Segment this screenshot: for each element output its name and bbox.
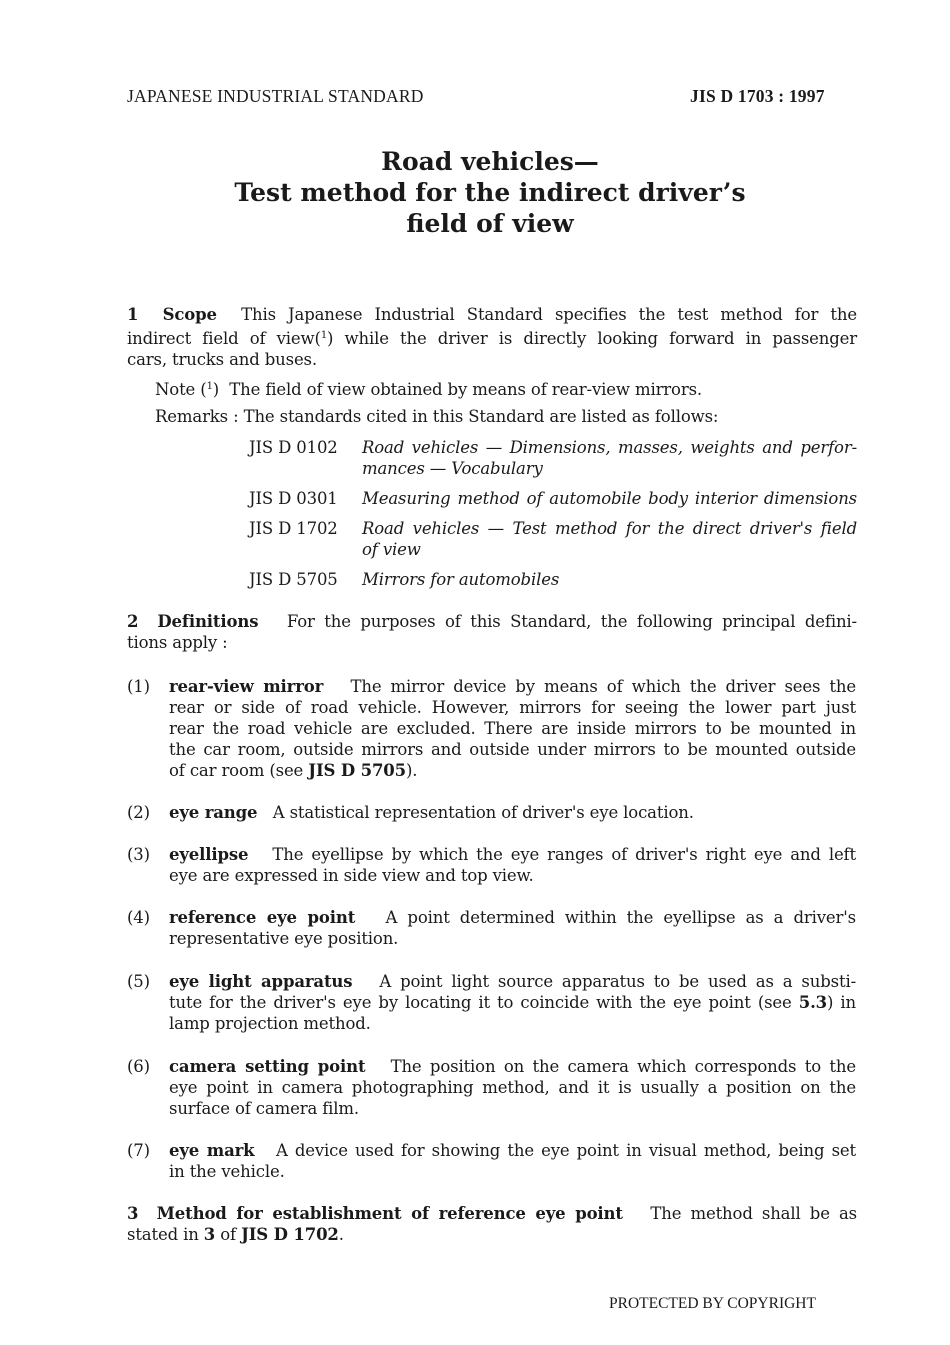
- cross-reference: JIS D 1702: [241, 1225, 339, 1244]
- definition-term: eye range: [169, 803, 258, 822]
- definition-text: rear or side of road vehicle. However, mirrors for seeing the lower part just: [169, 698, 856, 717]
- scope-heading: Scope: [162, 305, 217, 324]
- section3-number: 3: [127, 1204, 139, 1223]
- definition-term: eyellipse: [169, 845, 249, 864]
- definition-item: [127, 1056, 857, 1119]
- definition-text: The position on the camera which corresponds to the: [390, 1057, 856, 1076]
- definitions-text-1: For the purposes of this Standard, the following principal defini-: [286, 612, 857, 631]
- reference-code: JIS D 0301: [249, 489, 338, 508]
- scope-number: 1: [127, 305, 139, 324]
- definition-body: [169, 844, 856, 886]
- section3-text: .: [338, 1225, 344, 1244]
- definition-text: A statistical representation of driver's eye location.: [272, 803, 694, 822]
- document-title: [0, 146, 950, 239]
- section-reference-eye-point: [127, 1203, 857, 1245]
- definition-text: ).: [405, 761, 418, 780]
- note-label: Note (: [155, 380, 207, 399]
- definition-text: in the vehicle.: [169, 1162, 285, 1181]
- definition-body: [169, 676, 856, 781]
- reference-title: Measuring method of automobile body interior dimensions: [362, 489, 857, 508]
- definition-item: [127, 1140, 857, 1182]
- definition-text: eye are expressed in side view and top view.: [169, 866, 534, 885]
- reference-item: [249, 569, 859, 590]
- reference-title-cont: of view: [362, 540, 421, 559]
- definition-body: [169, 1056, 856, 1119]
- section3-heading: Method for establishment of reference eye point: [156, 1204, 623, 1223]
- definition-item: [127, 971, 857, 1034]
- header-standard-code: JIS D 1703 : 1997: [690, 86, 825, 106]
- note-label-end: ): [212, 380, 220, 399]
- definition-text: The mirror device by means of which the driver sees the: [350, 677, 857, 696]
- reference-item: [249, 488, 859, 509]
- reference-item: [249, 437, 859, 479]
- scope-footnote-marker: 1: [320, 330, 328, 341]
- definitions-heading: Definitions: [157, 612, 259, 631]
- definition-term: rear-view mirror: [169, 677, 324, 696]
- definition-term: camera setting point: [169, 1057, 366, 1076]
- reference-title: Road vehicles — Test method for the direct driver's field: [362, 519, 857, 538]
- scope-text-1: This Japanese Industrial Standard specifies the test method for the: [241, 305, 857, 324]
- section-definitions: [127, 611, 857, 653]
- reference-code: JIS D 5705: [249, 570, 338, 589]
- definition-text: representative eye position.: [169, 929, 399, 948]
- definitions-text-2: tions apply :: [127, 633, 228, 652]
- definition-text: the car room, outside mirrors and outside under mirrors to be mounted outside: [169, 740, 856, 759]
- reference-title: Road vehicles — Dimensions, masses, weights and perfor-: [362, 438, 857, 457]
- title-line-3: field of view: [406, 209, 574, 238]
- definition-text: rear the road vehicle are excluded. There are inside mirrors to be mounted in: [169, 719, 856, 738]
- definition-text: A point determined within the eyellipse as a driver's: [385, 908, 856, 927]
- definition-text: ) in: [827, 993, 856, 1012]
- definition-term: eye mark: [169, 1141, 255, 1160]
- definitions-number: 2: [127, 612, 139, 631]
- definition-item: [127, 802, 857, 823]
- definition-text: A point light source apparatus to be used as a substi-: [379, 972, 856, 991]
- section3-text: stated in: [127, 1225, 204, 1244]
- scope-line-2: [127, 325, 857, 349]
- definition-text: of car room (see: [169, 761, 309, 780]
- scope-text-2b: ) while the driver is directly looking forward in passenger: [327, 329, 857, 348]
- definition-number: (6): [127, 1057, 150, 1076]
- definition-text: surface of camera film.: [169, 1099, 360, 1118]
- scope-remarks: [155, 406, 718, 427]
- definition-term: eye light apparatus: [169, 972, 353, 991]
- definitions-list: [127, 676, 857, 1186]
- definitions-line-1: [127, 611, 857, 632]
- section3-text: of: [215, 1225, 242, 1244]
- definition-text: tute for the driver's eye by locating it to coincide with the eye point (see: [169, 993, 799, 1012]
- remarks-text: The standards cited in this Standard are listed as follows:: [243, 407, 719, 426]
- definition-number: (5): [127, 972, 150, 991]
- definition-text: The eyellipse by which the eye ranges of driver's right eye and left: [272, 845, 856, 864]
- cross-reference: 3: [203, 1225, 216, 1244]
- definition-number: (7): [127, 1141, 150, 1160]
- definition-text-last: [169, 760, 856, 781]
- title-line-1: Road vehicles—: [381, 147, 599, 176]
- definition-term: reference eye point: [169, 908, 356, 927]
- scope-text-2a: indirect field of view(: [127, 329, 321, 348]
- definition-number: (4): [127, 908, 150, 927]
- note-text: The field of view obtained by means of rear-view mirrors.: [229, 380, 702, 399]
- section3-line-2: [127, 1224, 857, 1245]
- definition-item: [127, 676, 857, 782]
- section3-line-1: [127, 1203, 857, 1224]
- scope-line-1: [127, 304, 857, 325]
- definition-body: [169, 971, 856, 1034]
- definition-item: [127, 844, 857, 886]
- note-footnote-marker: 1: [206, 381, 213, 392]
- reference-item: [249, 518, 859, 560]
- section-scope: [127, 304, 857, 370]
- definition-number: (1): [127, 677, 150, 696]
- references-list: [249, 437, 859, 597]
- cross-reference: JIS D 5705: [308, 761, 406, 780]
- remarks-label: Remarks :: [155, 407, 239, 426]
- copyright-notice: PROTECTED BY COPYRIGHT: [609, 1295, 816, 1312]
- cross-reference: 5.3: [798, 993, 828, 1012]
- definition-number: (3): [127, 845, 150, 864]
- section3-text-1: The method shall be as: [650, 1204, 857, 1223]
- reference-code: JIS D 0102: [249, 438, 338, 457]
- title-line-2: Test method for the indirect driver’s: [234, 178, 746, 207]
- definition-item: [127, 907, 857, 949]
- definition-text: eye point in camera photographing method, and it is usually a position on the: [169, 1078, 856, 1097]
- definition-body: [169, 1140, 856, 1182]
- definition-body: [169, 802, 856, 823]
- scope-note: [155, 376, 702, 400]
- definition-text: lamp projection method.: [169, 1014, 371, 1033]
- definition-body: [169, 907, 856, 949]
- reference-title-cont: mances — Vocabulary: [362, 459, 543, 478]
- header-standard-name: JAPANESE INDUSTRIAL STANDARD: [127, 86, 424, 106]
- definition-text: A device used for showing the eye point in visual method, being set: [275, 1141, 856, 1160]
- reference-title: Mirrors for automobiles: [362, 570, 560, 589]
- scope-line-3: cars, trucks and buses.: [127, 350, 317, 369]
- definition-number: (2): [127, 803, 150, 822]
- reference-code: JIS D 1702: [249, 519, 338, 538]
